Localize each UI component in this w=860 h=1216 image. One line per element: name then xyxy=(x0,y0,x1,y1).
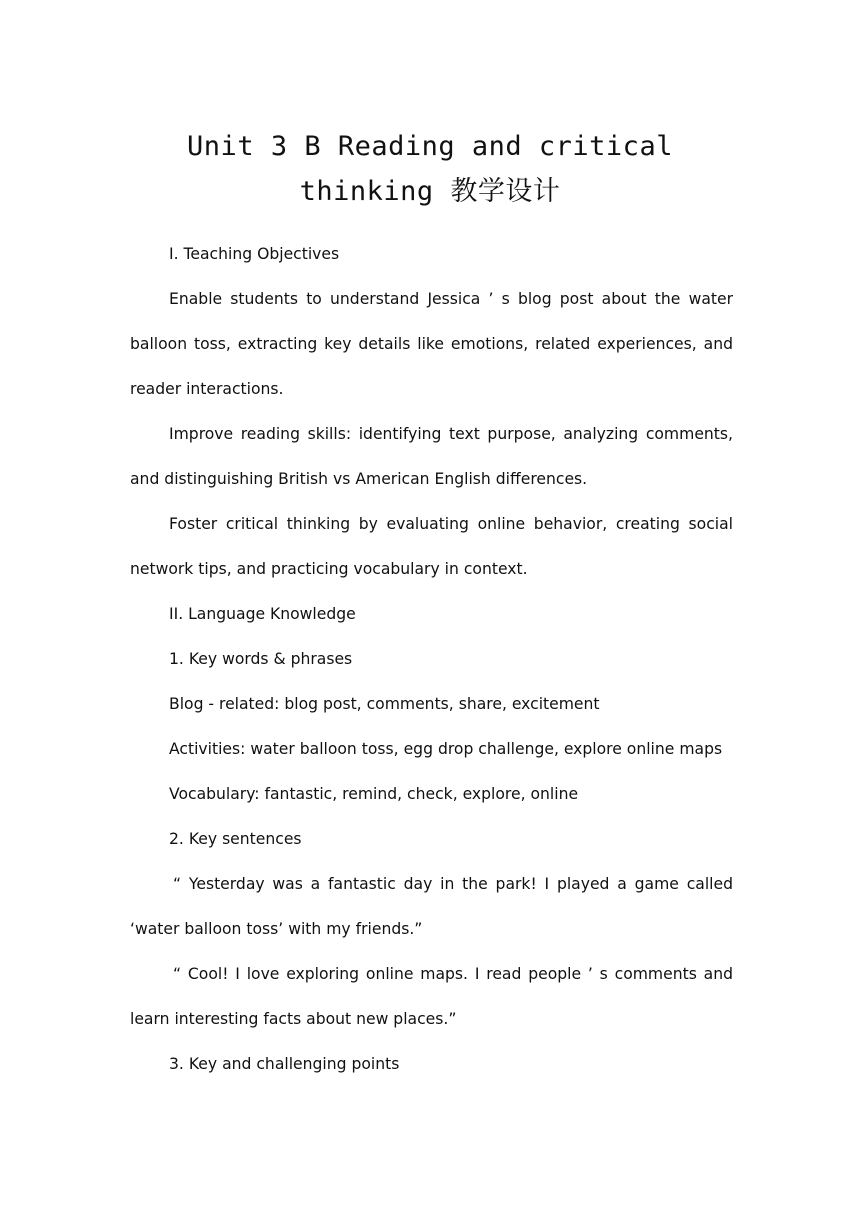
key-words-activities: Activities: water balloon toss, egg drop challenge, explore online maps xyxy=(169,740,723,758)
objective-paragraph-2: Improve reading skills: identifying text purpose, analyzing comments, and distinguishing British vs American English differences. xyxy=(130,425,733,488)
document-title: Unit 3 B Reading and critical thinking 教学设计 xyxy=(187,131,673,207)
key-sentence-2: “ Cool! I love exploring online maps. I read people ’ s comments and learn interesting facts about new places.” xyxy=(130,965,733,1028)
document-body xyxy=(130,232,733,1087)
objective-paragraph-3: Foster critical thinking by evaluating online behavior, creating social network tips, and practicing vocabulary in context. xyxy=(130,515,733,578)
key-words-vocabulary: Vocabulary: fantastic, remind, check, explore, online xyxy=(169,785,579,803)
section-heading-language-knowledge: II. Language Knowledge xyxy=(169,605,356,623)
subheading-key-sentences: 2. Key sentences xyxy=(169,830,302,848)
section-heading-objectives: I. Teaching Objectives xyxy=(169,245,340,263)
key-words-blog-related: Blog - related: blog post, comments, share, excitement xyxy=(169,695,600,713)
subheading-key-words: 1. Key words & phrases xyxy=(169,650,353,668)
objective-paragraph-1: Enable students to understand Jessica ’ s blog post about the water balloon toss, extracting key details like emotions, related experiences, and reader interactions. xyxy=(130,290,733,398)
key-sentence-1: “ Yesterday was a fantastic day in the park! I played a game called ‘water balloon toss’ with my friends.” xyxy=(130,875,733,938)
subheading-key-challenging-points: 3. Key and challenging points xyxy=(169,1055,400,1073)
